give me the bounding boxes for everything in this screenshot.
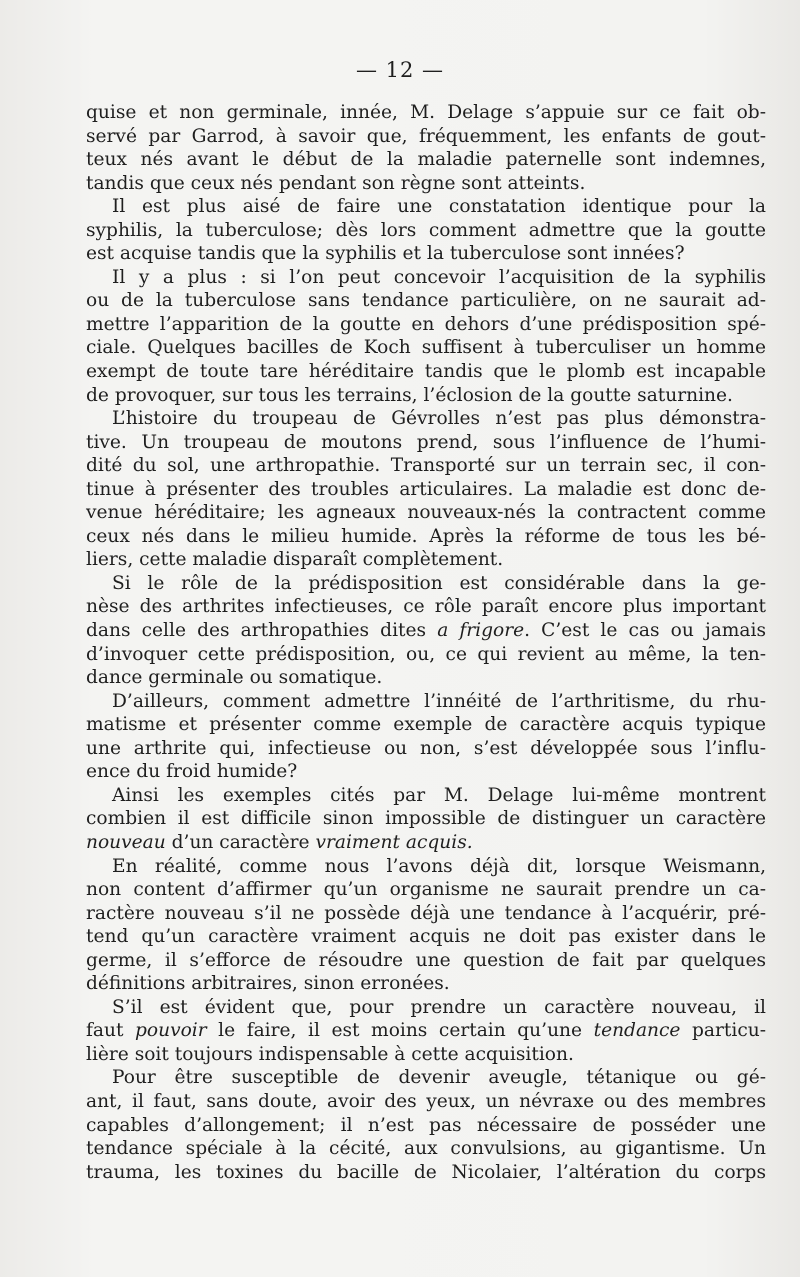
text-segment: . C’est le cas ou jamais	[524, 620, 767, 642]
text-segment: En réalité, comme nous l’avons déjà dit, lorsque Weismann,	[112, 855, 766, 877]
text-segment: lière soit toujours indispensable à cette acquisition.	[86, 1043, 574, 1065]
text-segment: définitions arbitraires, sinon erronées.	[86, 973, 450, 995]
text-line	[86, 619, 766, 643]
text-line	[86, 1066, 766, 1090]
text-segment: d’un caractère	[165, 831, 316, 853]
text-segment: d’invoquer cette prédisposition, ou, ce qui revient au même, la ten-	[86, 643, 766, 665]
italic-phrase: a frigore	[437, 620, 525, 642]
text-segment: Il y a plus : si l’on peut concevoir l’acquisition de la syphilis	[112, 266, 766, 288]
text-line	[86, 242, 766, 266]
text-line	[86, 1043, 766, 1067]
text-line	[86, 666, 766, 690]
text-segment: D’ailleurs, comment admettre l’innéité de l’arthritisme, du rhu-	[112, 690, 766, 712]
text-line	[86, 478, 766, 502]
text-line	[86, 760, 766, 784]
text-segment: ou de la tuberculose sans tendance particulière, on ne saurait ad-	[86, 290, 766, 312]
text-segment: ceux nés dans le milieu humide. Après la réforme de tous les bé-	[86, 525, 766, 547]
text-line	[86, 548, 766, 572]
text-segment: tendance spéciale à la cécité, aux convulsions, au gigantisme. Un	[86, 1138, 766, 1160]
text-line	[86, 407, 766, 431]
text-line	[86, 525, 766, 549]
text-line	[86, 219, 766, 243]
text-line	[86, 643, 766, 667]
text-segment: particu-	[680, 1020, 766, 1042]
text-segment: une arthrite qui, infectieuse ou non, s’est développée sous l’influ-	[86, 737, 766, 759]
italic-phrase: pouvoir	[135, 1020, 207, 1042]
text-line	[86, 690, 766, 714]
text-segment: tive. Un troupeau de moutons prend, sous l’influence de l’humi-	[86, 431, 766, 453]
text-segment: ant, il faut, sans doute, avoir des yeux, un névraxe ou des membres	[86, 1090, 766, 1112]
text-segment: tend qu’un caractère vraiment acquis ne doit pas exister dans le	[86, 926, 766, 948]
text-line	[86, 289, 766, 313]
text-segment: ractère nouveau s’il ne possède déjà une tendance à l’acquérir, pré-	[86, 902, 766, 924]
text-line	[86, 595, 766, 619]
text-line	[86, 360, 766, 384]
text-segment: Pour être susceptible de devenir aveugle, tétanique ou gé-	[112, 1067, 766, 1089]
body-text	[86, 101, 766, 1184]
text-segment: Si le rôle de la prédisposition est considérable dans la ge-	[112, 572, 766, 594]
text-line	[86, 195, 766, 219]
text-segment: tandis que ceux nés pendant son règne sont atteints.	[86, 172, 586, 194]
text-line	[86, 101, 766, 125]
text-line	[86, 737, 766, 761]
text-line	[86, 925, 766, 949]
text-line	[86, 501, 766, 525]
text-line	[86, 266, 766, 290]
text-line	[86, 784, 766, 808]
text-line	[86, 572, 766, 596]
text-segment: Ainsi les exemples cités par M. Delage lui-même montrent	[112, 784, 766, 806]
text-segment: S’il est évident que, pour prendre un caractère nouveau, il	[112, 996, 766, 1018]
text-segment: germe, il s’efforce de résoudre une question de fait par quelques	[86, 949, 766, 971]
text-segment: mettre l’apparition de la goutte en dehors d’une prédisposition spé-	[86, 313, 766, 335]
text-segment: de provoquer, sur tous les terrains, l’éclosion de la goutte saturnine.	[86, 384, 733, 406]
text-segment: dité du sol, une arthropathie. Transporté sur un terrain sec, il con-	[86, 455, 766, 477]
text-line	[86, 878, 766, 902]
text-segment: servé par Garrod, à savoir que, fréquemment, les enfants de gout-	[86, 125, 766, 147]
text-line	[86, 996, 766, 1020]
text-segment: nèse des arthrites infectieuses, ce rôle paraît encore plus important	[86, 596, 766, 618]
text-segment: trauma, les toxines du bacille de Nicolaier, l’altération du corps	[86, 1161, 766, 1183]
text-segment: dans celle des arthropathies dites	[86, 620, 438, 642]
text-segment: faut	[86, 1020, 135, 1042]
text-segment: teux nés avant le début de la maladie paternelle sont indemnes,	[86, 149, 766, 171]
text-segment: capables d’allongement; il n’est pas nécessaire de posséder une	[86, 1114, 766, 1136]
text-segment: venue héréditaire; les agneaux nouveaux-nés la contractent comme	[86, 502, 766, 524]
text-line	[86, 431, 766, 455]
text-line	[86, 1019, 766, 1043]
text-segment: ence du froid humide?	[86, 761, 298, 783]
italic-phrase: nouveau	[86, 831, 166, 853]
text-line	[86, 972, 766, 996]
text-line	[86, 1137, 766, 1161]
text-segment: dance germinale ou somatique.	[86, 667, 383, 689]
text-segment: syphilis, la tuberculose; dès lors comment admettre que la goutte	[86, 219, 766, 241]
text-segment: le faire, il est moins certain qu’une	[206, 1020, 594, 1042]
text-segment: Il est plus aisé de faire une constatation identique pour la	[112, 196, 766, 218]
text-segment: est acquise tandis que la syphilis et la tuberculose sont innées?	[86, 243, 685, 265]
text-line	[86, 172, 766, 196]
text-segment: quise et non germinale, innée, M. Delage s’appuie sur ce fait ob-	[86, 102, 766, 123]
text-line	[86, 1090, 766, 1114]
text-segment: exempt de toute tare héréditaire tandis que le plomb est incapable	[86, 361, 766, 383]
text-line	[86, 336, 766, 360]
text-segment: matisme et présenter comme exemple de caractère acquis typique	[86, 714, 766, 736]
text-line	[86, 1114, 766, 1138]
text-segment: non content d’affirmer qu’un organisme ne saurait prendre un ca-	[86, 879, 766, 901]
text-segment: L’histoire du troupeau de Gévrolles n’est pas plus démonstra-	[112, 408, 766, 430]
text-line	[86, 831, 766, 855]
text-line	[86, 807, 766, 831]
text-line	[86, 902, 766, 926]
text-line	[86, 855, 766, 879]
text-line	[86, 713, 766, 737]
text-line	[86, 148, 766, 172]
text-line	[86, 313, 766, 337]
page-number: — 12 —	[355, 58, 445, 82]
text-line	[86, 454, 766, 478]
text-line	[86, 384, 766, 408]
text-line	[86, 949, 766, 973]
text-line	[86, 125, 766, 149]
text-segment: ciale. Quelques bacilles de Koch suffisent à tuberculiser un homme	[86, 337, 766, 359]
text-segment: combien il est difficile sinon impossible de distinguer un caractère	[86, 808, 766, 830]
text-segment: tinue à présenter des troubles articulaires. La maladie est donc de-	[86, 478, 766, 500]
italic-phrase: vraiment acquis.	[315, 831, 473, 853]
text-segment: liers, cette maladie disparaît complètement.	[86, 549, 504, 571]
italic-phrase: tendance	[593, 1020, 681, 1042]
text-line	[86, 1161, 766, 1185]
